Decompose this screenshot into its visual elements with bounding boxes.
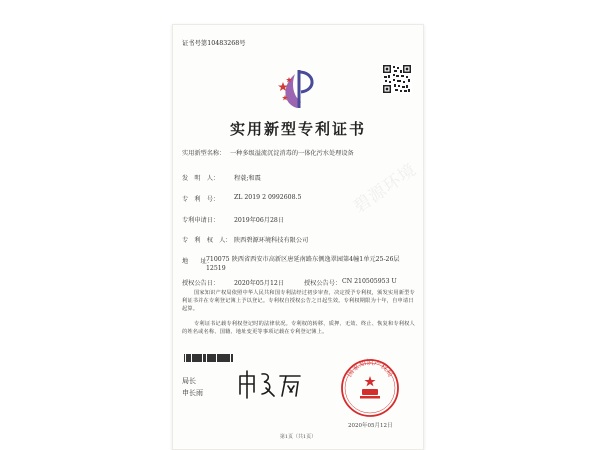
field-value-address: 710075 陕西省西安市高新区唐延南路东侧逸翠园第4幢1单元25-26层12519 <box>206 256 400 272</box>
svg-text:国家知识产权局: 国家知识产权局 <box>345 358 395 379</box>
field-label-application-date: 专利申请日： <box>182 217 220 224</box>
field-value-patentee: 陕西碧源环境科技有限公司 <box>234 237 309 244</box>
page-info: 第1页（共1页） <box>279 434 317 440</box>
field-label-inventor: 发 明 人： <box>182 175 220 182</box>
watermark: 碧源环境 <box>350 159 421 218</box>
paragraph-legal-status: 专利证书记载专利权登记时的法律状况。专利权的转移、质押、无效、终止、恢复和专利权人的姓名或名称、国籍、地址变更等事项记载在专利登记簿上。 <box>182 321 415 335</box>
field-label-patentee: 专 利 权 人： <box>182 237 232 244</box>
field-value-inventor: 程蓑;和震 <box>234 175 261 182</box>
paragraph-grant: 国家知识产权局依照中华人民共和国专利法经过初步审查，决定授予专利权，颁发实用新型专利证书并在专利登记簿上予以登记。专利权自授权公告之日起生效。专利权期限为十年，自申请日起算。 <box>182 290 415 312</box>
certificate-title: 实用新型专利证书 <box>229 120 366 138</box>
field-value-application-date: 2019年06月28日 <box>234 217 285 224</box>
field-label-address: 地 址： <box>182 258 213 265</box>
field-value-patent-no: ZL 2019 2 0992608.5 <box>234 194 302 201</box>
field-label-patent-no: 专 利 号： <box>182 196 220 203</box>
qr-code-icon <box>382 64 412 94</box>
seal-date: 2020年05月12日 <box>348 423 393 429</box>
announce-value: CN 210505953 U <box>342 278 397 285</box>
cnipa-logo <box>275 68 321 110</box>
field-label-grant-date: 授权公告日： <box>182 280 220 287</box>
barcode <box>184 354 240 362</box>
field-value-name: 一种多级溢流沉淀消毒的一体化污水处理设备 <box>230 150 354 157</box>
signature-image <box>236 368 306 400</box>
field-label-name: 实用新型名称： <box>182 150 226 157</box>
certificate-page <box>172 24 424 450</box>
signer-name: 申长雨 <box>182 389 203 397</box>
announce-label: 授权公告号： <box>304 280 342 287</box>
official-seal <box>340 358 400 418</box>
field-value-grant-date: 2020年05月12日 <box>234 280 285 287</box>
signer-title: 局长 <box>182 377 196 385</box>
certificate-number: 证书号第10483268号 <box>182 40 246 47</box>
